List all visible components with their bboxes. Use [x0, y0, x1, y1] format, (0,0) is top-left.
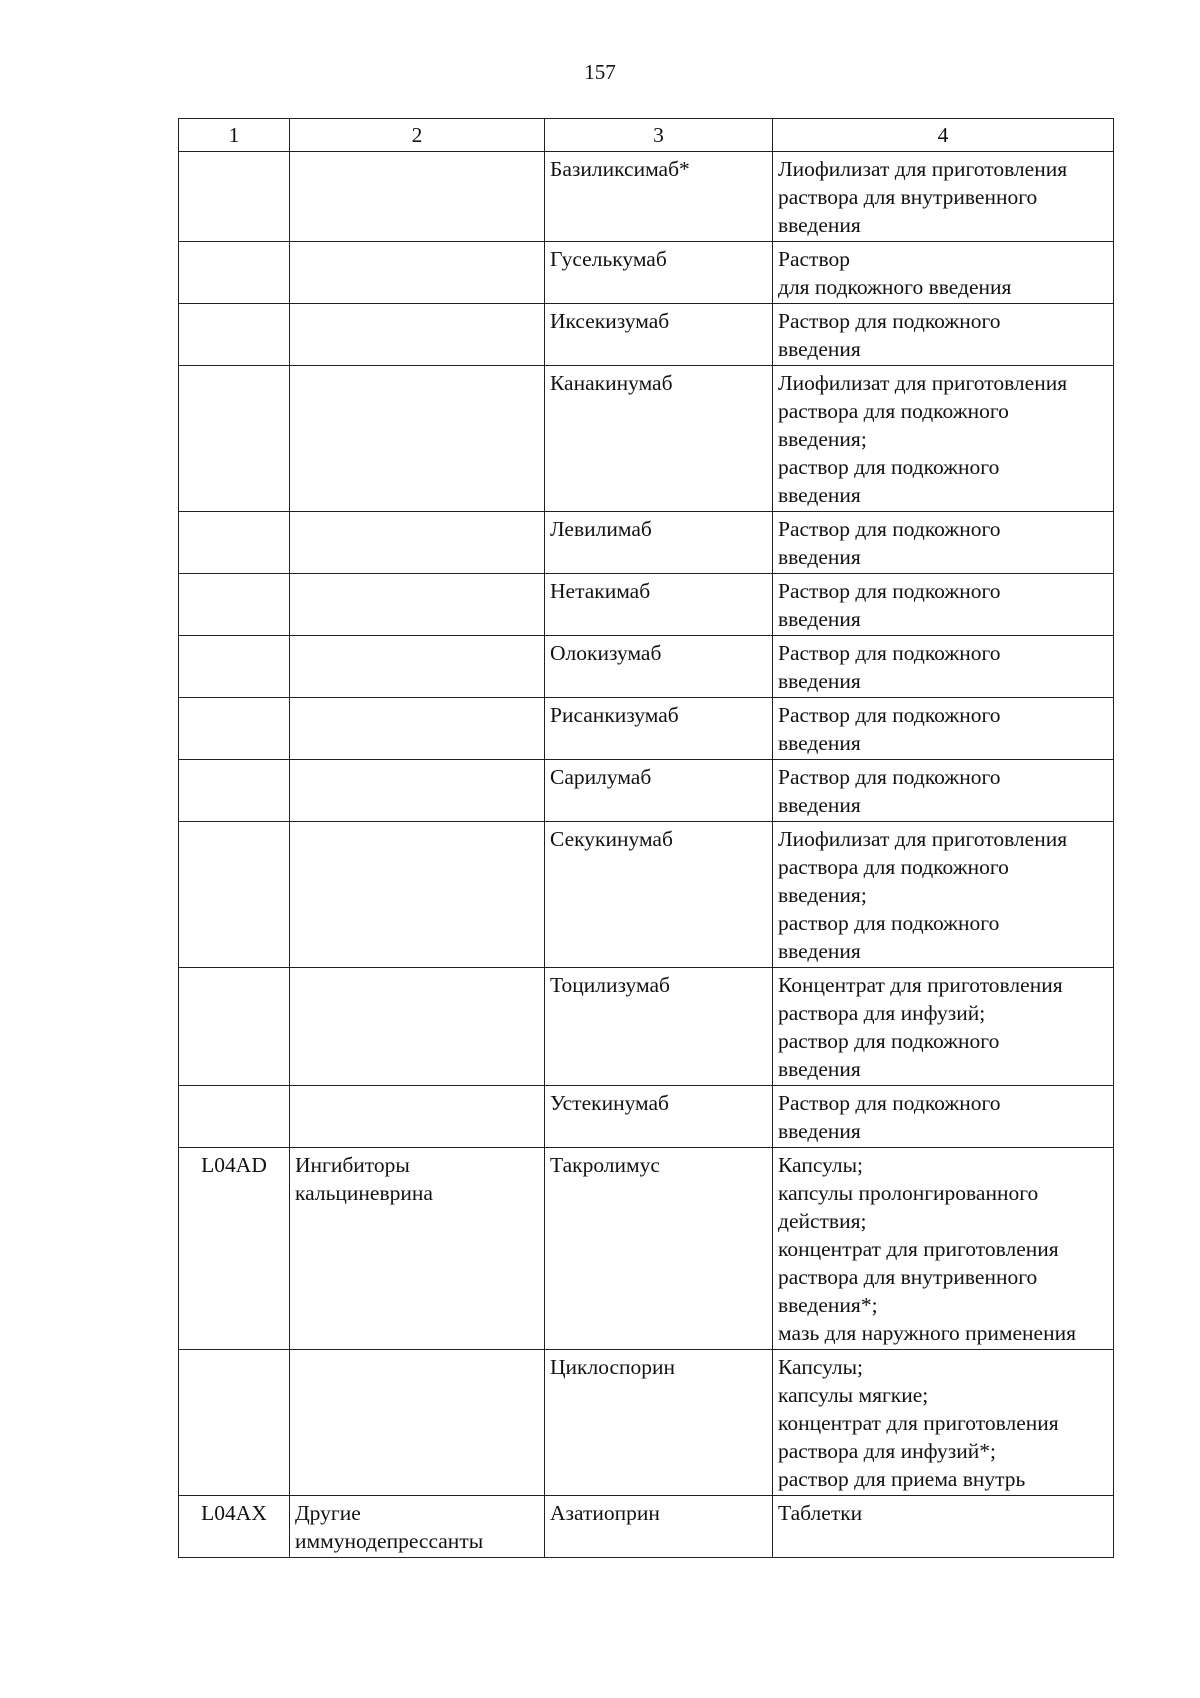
- drug-name-cell: Тоцилизумаб: [545, 968, 773, 1086]
- table-row: [179, 242, 1114, 304]
- drug-name-cell: Сарилумаб: [545, 760, 773, 822]
- group-name-cell: [290, 822, 545, 968]
- column-header: 1: [179, 119, 290, 152]
- dosage-form-cell: Капсулы; капсулы пролонгированного действия; концентрат для приготовления раствора для внутривенного введения*; мазь для наружного применения: [773, 1148, 1114, 1350]
- dosage-form-cell: Раствор для подкожного введения: [773, 574, 1114, 636]
- drug-name-cell: Канакинумаб: [545, 366, 773, 512]
- drug-name-cell: Левилимаб: [545, 512, 773, 574]
- table-row: [179, 968, 1114, 1086]
- table-row: [179, 1086, 1114, 1148]
- atc-code-cell: [179, 1086, 290, 1148]
- drug-name-cell: Азатиоприн: [545, 1496, 773, 1558]
- drug-name-cell: Секукинумаб: [545, 822, 773, 968]
- atc-code-cell: L04AD: [179, 1148, 290, 1350]
- drug-name-cell: Гуселькумаб: [545, 242, 773, 304]
- dosage-form-cell: Раствор для подкожного введения: [773, 636, 1114, 698]
- atc-code-cell: [179, 760, 290, 822]
- group-name-cell: [290, 1350, 545, 1496]
- drug-name-cell: Иксекизумаб: [545, 304, 773, 366]
- table-header-row: [179, 119, 1114, 152]
- dosage-form-cell: Лиофилизат для приготовления раствора для подкожного введения; раствор для подкожного введения: [773, 822, 1114, 968]
- atc-code-cell: [179, 968, 290, 1086]
- table-row: [179, 1148, 1114, 1350]
- table-row: [179, 698, 1114, 760]
- table-row: [179, 822, 1114, 968]
- table-row: [179, 1350, 1114, 1496]
- atc-code-cell: L04AX: [179, 1496, 290, 1558]
- group-name-cell: [290, 636, 545, 698]
- group-name-cell: [290, 304, 545, 366]
- atc-code-cell: [179, 366, 290, 512]
- column-header: 4: [773, 119, 1114, 152]
- column-header: 3: [545, 119, 773, 152]
- group-name-cell: [290, 968, 545, 1086]
- atc-code-cell: [179, 698, 290, 760]
- dosage-form-cell: Капсулы; капсулы мягкие; концентрат для приготовления раствора для инфузий*; раствор для приема внутрь: [773, 1350, 1114, 1496]
- table-row: [179, 1496, 1114, 1558]
- group-name-cell: Другие иммунодепрессанты: [290, 1496, 545, 1558]
- dosage-form-cell: Лиофилизат для приготовления раствора для внутривенного введения: [773, 152, 1114, 242]
- drug-name-cell: Нетакимаб: [545, 574, 773, 636]
- column-header: 2: [290, 119, 545, 152]
- group-name-cell: [290, 574, 545, 636]
- drug-name-cell: Циклоспорин: [545, 1350, 773, 1496]
- table-row: [179, 760, 1114, 822]
- group-name-cell: [290, 242, 545, 304]
- table-row: [179, 304, 1114, 366]
- table-row: [179, 152, 1114, 242]
- dosage-form-cell: Раствор для подкожного введения: [773, 242, 1114, 304]
- drug-name-cell: Устекинумаб: [545, 1086, 773, 1148]
- atc-code-cell: [179, 304, 290, 366]
- dosage-form-cell: Раствор для подкожного введения: [773, 1086, 1114, 1148]
- group-name-cell: [290, 1086, 545, 1148]
- dosage-form-cell: Раствор для подкожного введения: [773, 698, 1114, 760]
- dosage-form-cell: Раствор для подкожного введения: [773, 512, 1114, 574]
- group-name-cell: [290, 366, 545, 512]
- drug-name-cell: Такролимус: [545, 1148, 773, 1350]
- atc-code-cell: [179, 152, 290, 242]
- atc-code-cell: [179, 574, 290, 636]
- page-number: 157: [584, 60, 616, 84]
- atc-code-cell: [179, 636, 290, 698]
- drug-table: [178, 118, 1114, 1558]
- drug-name-cell: Рисанкизумаб: [545, 698, 773, 760]
- table-row: [179, 512, 1114, 574]
- atc-code-cell: [179, 512, 290, 574]
- dosage-form-cell: Раствор для подкожного введения: [773, 760, 1114, 822]
- atc-code-cell: [179, 822, 290, 968]
- dosage-form-cell: Концентрат для приготовления раствора для инфузий; раствор для подкожного введения: [773, 968, 1114, 1086]
- group-name-cell: Ингибиторы кальциневрина: [290, 1148, 545, 1350]
- drug-name-cell: Базиликсимаб*: [545, 152, 773, 242]
- atc-code-cell: [179, 1350, 290, 1496]
- atc-code-cell: [179, 242, 290, 304]
- dosage-form-cell: Таблетки: [773, 1496, 1114, 1558]
- group-name-cell: [290, 512, 545, 574]
- table-row: [179, 366, 1114, 512]
- dosage-form-cell: Лиофилизат для приготовления раствора для подкожного введения; раствор для подкожного введения: [773, 366, 1114, 512]
- table-row: [179, 636, 1114, 698]
- table-body: [179, 152, 1114, 1558]
- group-name-cell: [290, 152, 545, 242]
- drug-name-cell: Олокизумаб: [545, 636, 773, 698]
- group-name-cell: [290, 760, 545, 822]
- group-name-cell: [290, 698, 545, 760]
- dosage-form-cell: Раствор для подкожного введения: [773, 304, 1114, 366]
- table-row: [179, 574, 1114, 636]
